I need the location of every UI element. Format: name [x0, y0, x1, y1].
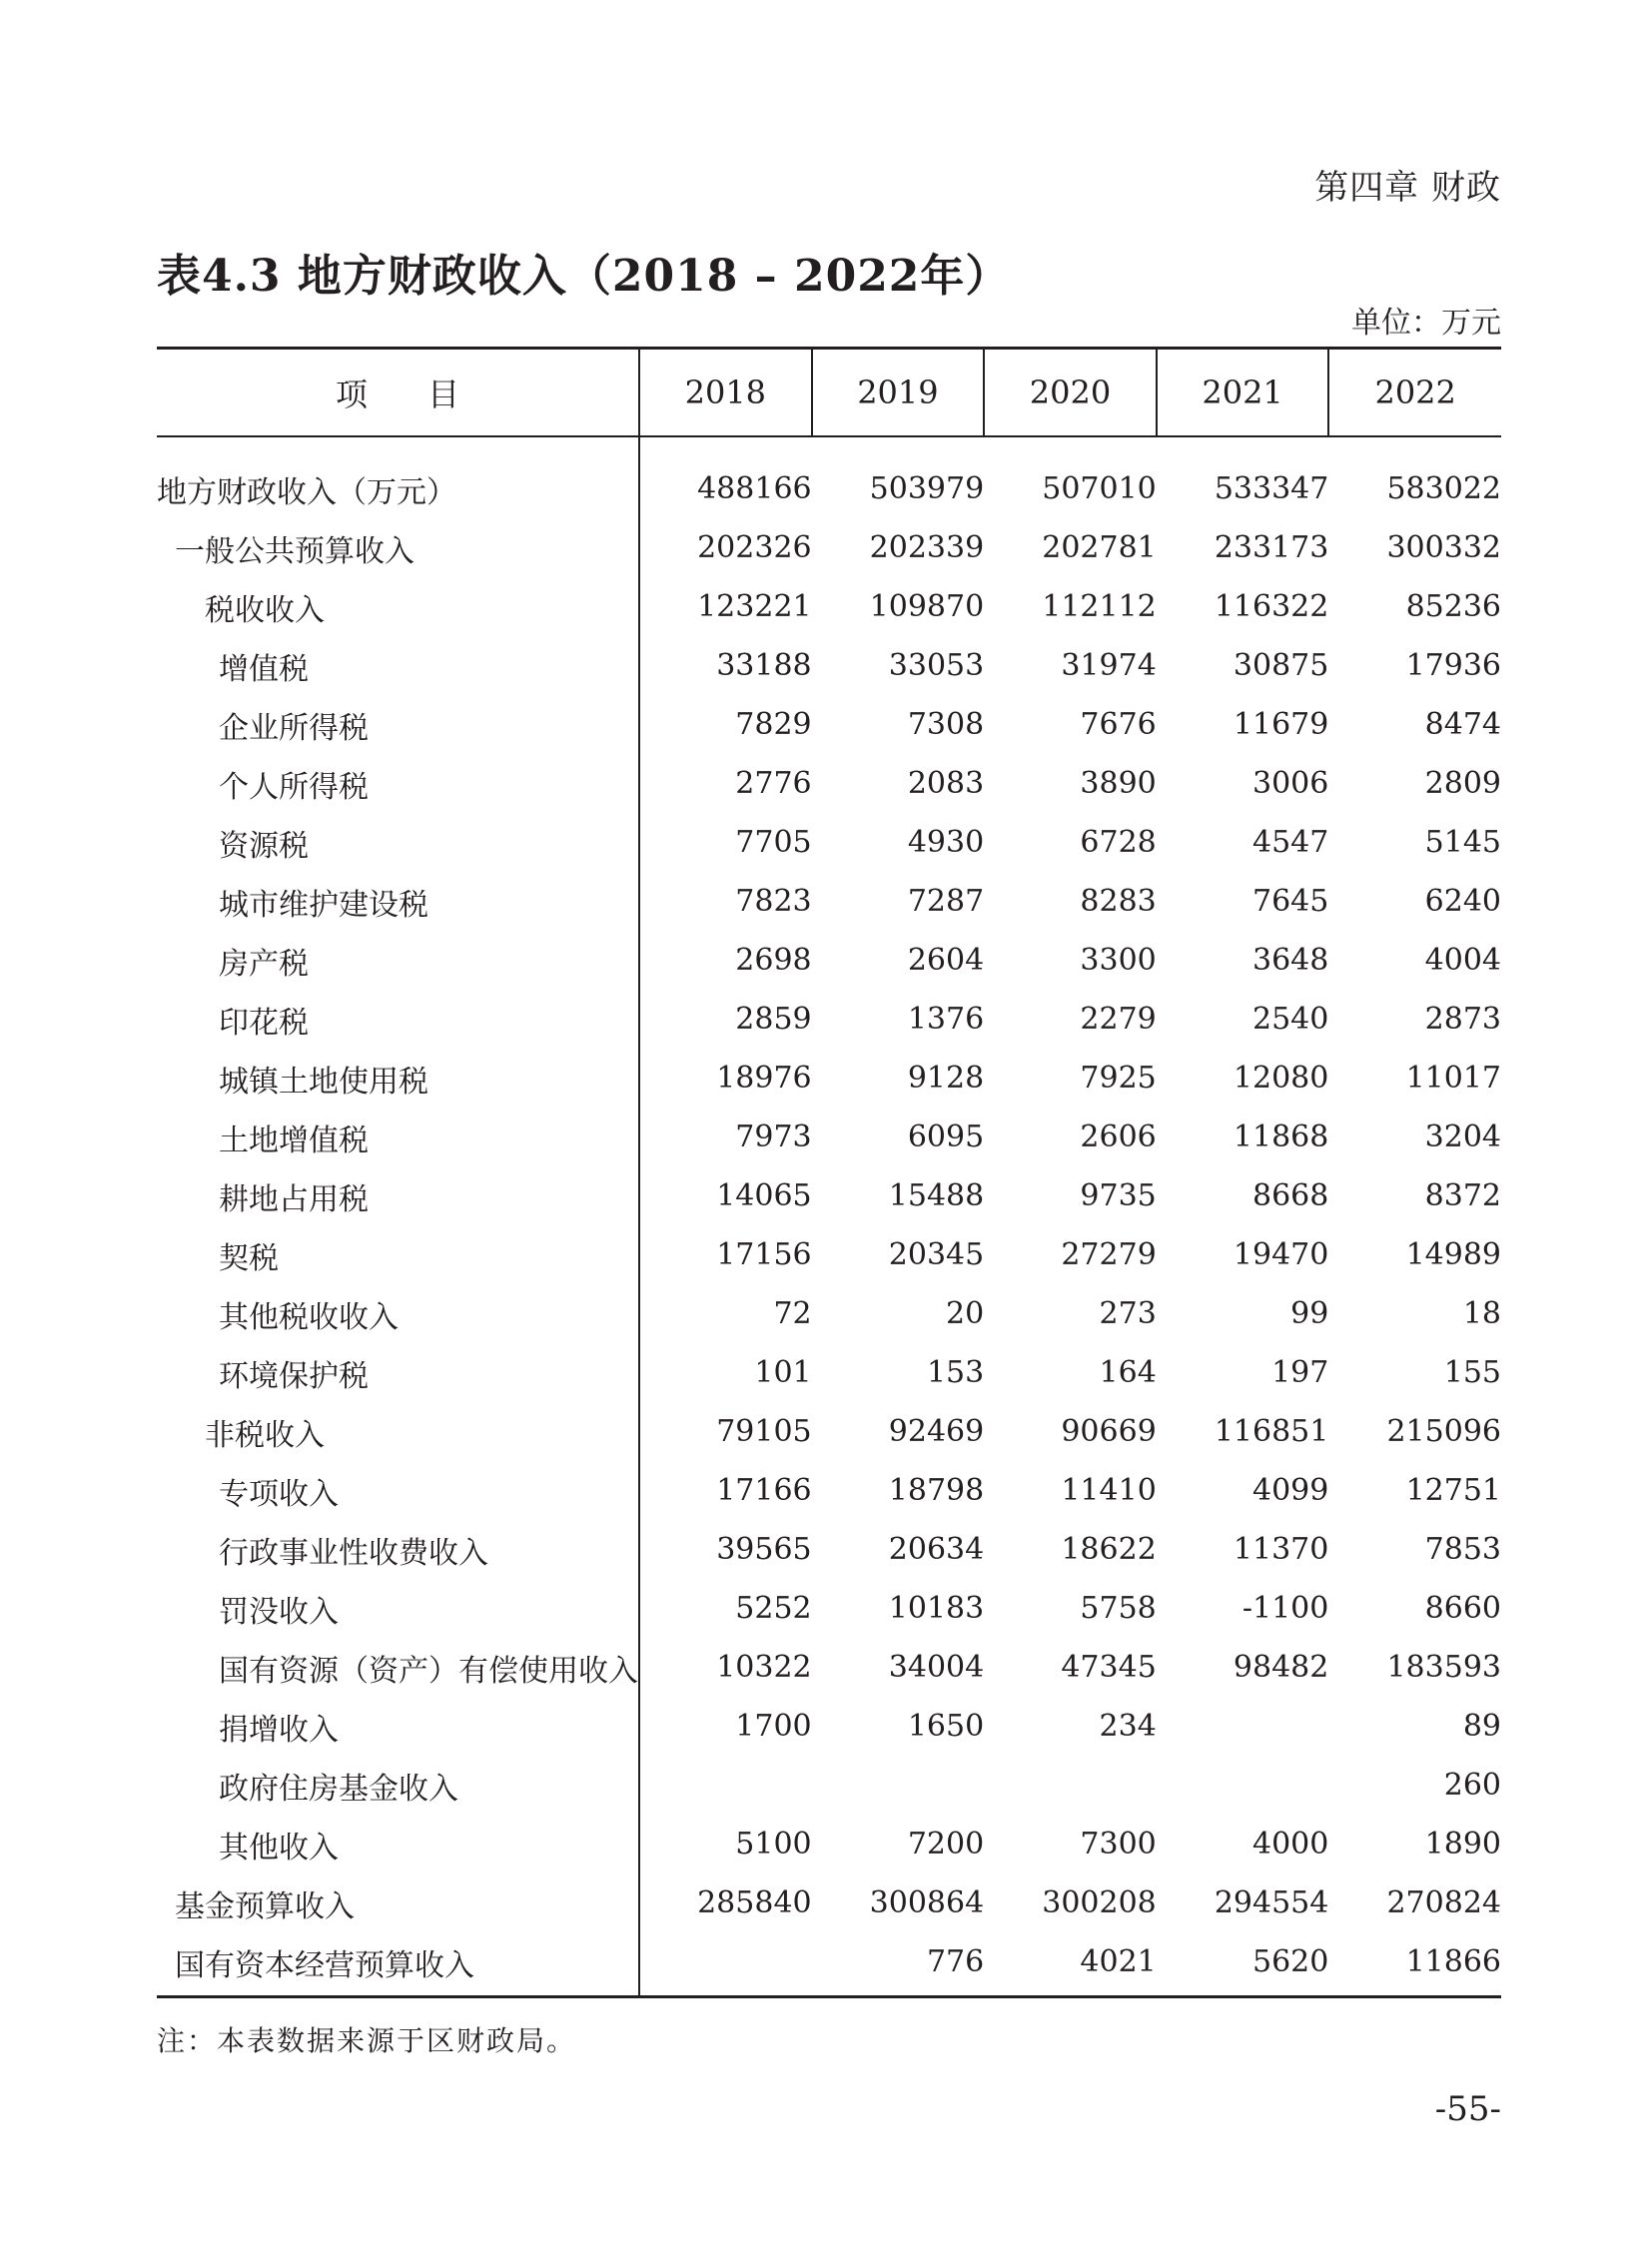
value-cell: 300864: [869, 1885, 985, 1920]
row-label: 企业所得税: [157, 695, 639, 754]
value-cell: 2606: [1080, 1120, 1157, 1154]
value-cell: 7829: [735, 707, 812, 742]
value-cell: 112112: [1042, 589, 1157, 624]
row-label: 环境保护税: [157, 1343, 639, 1402]
value-cell: 3204: [1424, 1120, 1501, 1154]
value-cell: 7200: [907, 1827, 985, 1862]
table-row: [157, 1108, 1501, 1166]
value-cell: 20345: [888, 1237, 985, 1272]
row-label: 捐增收入: [157, 1697, 639, 1756]
table-row: [157, 1520, 1501, 1579]
row-label: 基金预算收入: [157, 1873, 639, 1932]
value-cell: 197: [1271, 1355, 1329, 1390]
value-cell: 1890: [1424, 1827, 1501, 1862]
row-label: 其他收入: [157, 1815, 639, 1873]
value-cell: 2809: [1424, 766, 1501, 801]
value-cell: 18798: [888, 1473, 985, 1508]
value-cell: 7925: [1080, 1061, 1157, 1096]
table-row: [157, 577, 1501, 636]
value-cell: 5252: [735, 1591, 812, 1626]
value-cell: 89: [1462, 1709, 1501, 1744]
row-label: 其他税收收入: [157, 1284, 639, 1343]
value-cell: 4021: [1080, 1944, 1157, 1979]
value-cell: 72: [773, 1296, 812, 1331]
value-cell: [812, 1756, 985, 1815]
value-cell: 11017: [1405, 1061, 1501, 1096]
value-cell: 202326: [697, 530, 812, 565]
value-cell: 300208: [1042, 1885, 1157, 1920]
value-cell: 4099: [1252, 1473, 1329, 1508]
table-row: [157, 754, 1501, 813]
value-cell: 202339: [869, 530, 985, 565]
row-label: 地方财政收入（万元）: [157, 436, 639, 518]
row-label: 城镇土地使用税: [157, 1049, 639, 1108]
row-label: 资源税: [157, 813, 639, 872]
table-row: [157, 1284, 1501, 1343]
value-cell: 4547: [1252, 825, 1329, 860]
value-cell: 30875: [1233, 648, 1329, 683]
table-row: [157, 1402, 1501, 1461]
value-cell: 233173: [1214, 530, 1329, 565]
value-cell: 583022: [1386, 471, 1501, 506]
value-cell: 5620: [1252, 1944, 1329, 1979]
value-cell: 3890: [1080, 766, 1157, 801]
value-cell: 33188: [716, 648, 812, 683]
table-row: [157, 636, 1501, 695]
value-cell: 270824: [1386, 1885, 1501, 1920]
value-cell: 7853: [1424, 1532, 1501, 1567]
table-row: [157, 931, 1501, 990]
value-cell: 14989: [1405, 1237, 1501, 1272]
value-cell: 5145: [1424, 825, 1501, 860]
value-cell: 31974: [1061, 648, 1157, 683]
row-label: 政府住房基金收入: [157, 1756, 639, 1815]
table-row: [157, 872, 1501, 931]
row-label: 耕地占用税: [157, 1166, 639, 1225]
row-label: 专项收入: [157, 1461, 639, 1520]
value-cell: 85236: [1405, 589, 1501, 624]
value-cell: 17156: [716, 1237, 812, 1272]
value-cell: 8372: [1424, 1178, 1501, 1213]
value-cell: 27279: [1061, 1237, 1157, 1272]
value-cell: 123221: [697, 589, 812, 624]
chapter-header: 第四章 财政: [1314, 168, 1501, 208]
value-cell: 17166: [716, 1473, 812, 1508]
value-cell: 7308: [907, 707, 985, 742]
row-label: 非税收入: [157, 1402, 639, 1461]
value-cell: 300332: [1386, 530, 1501, 565]
value-cell: 12751: [1405, 1473, 1501, 1508]
value-cell: -1100: [1241, 1591, 1329, 1626]
value-cell: 8474: [1424, 707, 1501, 742]
value-cell: 533347: [1214, 471, 1329, 506]
table-row: [157, 990, 1501, 1049]
value-cell: 1376: [907, 1002, 985, 1037]
table-body: [157, 436, 1501, 1997]
value-cell: 116322: [1214, 589, 1329, 624]
year-column-header: 2019: [812, 349, 985, 437]
value-cell: 260: [1443, 1768, 1501, 1803]
row-label: 个人所得税: [157, 754, 639, 813]
value-cell: 10183: [888, 1591, 985, 1626]
value-cell: 2540: [1252, 1002, 1329, 1037]
value-cell: 15488: [888, 1178, 985, 1213]
value-cell: 6240: [1424, 884, 1501, 919]
value-cell: 47345: [1061, 1650, 1157, 1685]
value-cell: [1157, 1697, 1329, 1756]
value-cell: 8283: [1080, 884, 1157, 919]
table-row: [157, 1638, 1501, 1697]
value-cell: 90669: [1061, 1414, 1157, 1449]
item-column-header: 项目: [157, 349, 639, 437]
revenue-table: [157, 347, 1501, 1998]
value-cell: 98482: [1233, 1650, 1329, 1685]
value-cell: 9735: [1080, 1178, 1157, 1213]
value-cell: 7823: [735, 884, 812, 919]
value-cell: 2083: [907, 766, 985, 801]
value-cell: 2859: [735, 1002, 812, 1037]
value-cell: 92469: [888, 1414, 985, 1449]
value-cell: 101: [754, 1355, 812, 1390]
value-cell: 99: [1290, 1296, 1329, 1331]
value-cell: 11410: [1061, 1473, 1157, 1508]
value-cell: 2279: [1080, 1002, 1157, 1037]
table-title: 表4.3 地方财政收入（2018 – 2022年）: [157, 251, 1011, 302]
page-number: -55-: [1434, 2089, 1501, 2129]
value-cell: 5758: [1080, 1591, 1157, 1626]
value-cell: 155: [1443, 1355, 1501, 1390]
value-cell: 285840: [697, 1885, 812, 1920]
value-cell: 164: [1099, 1355, 1157, 1390]
unit-label: 单位：万元: [1351, 306, 1501, 341]
value-cell: 183593: [1386, 1650, 1501, 1685]
table-row: [157, 1225, 1501, 1284]
value-cell: 7676: [1080, 707, 1157, 742]
value-cell: 11370: [1233, 1532, 1329, 1567]
table-row: [157, 695, 1501, 754]
value-cell: 10322: [716, 1650, 812, 1685]
value-cell: [1157, 1756, 1329, 1815]
value-cell: [984, 1756, 1157, 1815]
value-cell: 273: [1099, 1296, 1157, 1331]
table-row: [157, 1343, 1501, 1402]
table-row: [157, 1756, 1501, 1815]
value-cell: 1700: [735, 1709, 812, 1744]
row-label: 契税: [157, 1225, 639, 1284]
value-cell: 4930: [907, 825, 985, 860]
value-cell: 2776: [735, 766, 812, 801]
row-label: 行政事业性收费收入: [157, 1520, 639, 1579]
row-label: 土地增值税: [157, 1108, 639, 1166]
value-cell: 34004: [888, 1650, 985, 1685]
value-cell: 14065: [716, 1178, 812, 1213]
table-row: [157, 1873, 1501, 1932]
table-row: [157, 436, 1501, 518]
value-cell: 776: [926, 1944, 985, 1979]
value-cell: 2873: [1424, 1002, 1501, 1037]
value-cell: 12080: [1233, 1061, 1329, 1096]
value-cell: 503979: [869, 471, 985, 506]
value-cell: 8660: [1424, 1591, 1501, 1626]
row-label: 房产税: [157, 931, 639, 990]
value-cell: 9128: [907, 1061, 985, 1096]
value-cell: 11866: [1405, 1944, 1501, 1979]
row-label: 税收收入: [157, 577, 639, 636]
value-cell: 507010: [1042, 471, 1157, 506]
value-cell: 5100: [735, 1827, 812, 1862]
table-header-row: [157, 349, 1501, 437]
value-cell: 234: [1099, 1709, 1157, 1744]
table-row: [157, 1815, 1501, 1873]
year-column-header: 2018: [639, 349, 812, 437]
row-label: 城市维护建设税: [157, 872, 639, 931]
value-cell: 7973: [735, 1120, 812, 1154]
value-cell: 33053: [888, 648, 985, 683]
value-cell: 109870: [869, 589, 985, 624]
value-cell: 8668: [1252, 1178, 1329, 1213]
value-cell: [639, 1756, 812, 1815]
value-cell: 153: [926, 1355, 985, 1390]
value-cell: [639, 1932, 812, 1997]
table-row: [157, 1579, 1501, 1638]
table-row: [157, 1932, 1501, 1997]
value-cell: 2604: [907, 943, 985, 978]
value-cell: 3300: [1080, 943, 1157, 978]
table-row: [157, 1697, 1501, 1756]
value-cell: 18976: [716, 1061, 812, 1096]
value-cell: 20634: [888, 1532, 985, 1567]
value-cell: 2698: [735, 943, 812, 978]
value-cell: 20: [946, 1296, 985, 1331]
source-note: 注：本表数据来源于区财政局。: [157, 2024, 577, 2057]
value-cell: 488166: [697, 471, 812, 506]
value-cell: 3648: [1252, 943, 1329, 978]
value-cell: 3006: [1252, 766, 1329, 801]
value-cell: 7705: [735, 825, 812, 860]
row-label: 增值税: [157, 636, 639, 695]
row-label: 国有资本经营预算收入: [157, 1932, 639, 1997]
row-label: 印花税: [157, 990, 639, 1049]
value-cell: 294554: [1214, 1885, 1329, 1920]
table-row: [157, 813, 1501, 872]
row-label: 一般公共预算收入: [157, 518, 639, 577]
year-column-header: 2020: [984, 349, 1157, 437]
value-cell: 11679: [1233, 707, 1329, 742]
year-column-header: 2022: [1328, 349, 1501, 437]
value-cell: 4000: [1252, 1827, 1329, 1862]
value-cell: 6095: [907, 1120, 985, 1154]
value-cell: 7287: [907, 884, 985, 919]
value-cell: 7300: [1080, 1827, 1157, 1862]
table-row: [157, 1461, 1501, 1520]
value-cell: 11868: [1233, 1120, 1329, 1154]
value-cell: 39565: [716, 1532, 812, 1567]
table-row: [157, 518, 1501, 577]
row-label: 罚没收入: [157, 1579, 639, 1638]
value-cell: 1650: [907, 1709, 985, 1744]
value-cell: 6728: [1080, 825, 1157, 860]
value-cell: 18: [1462, 1296, 1501, 1331]
table-row: [157, 1166, 1501, 1225]
value-cell: 18622: [1061, 1532, 1157, 1567]
value-cell: 202781: [1042, 530, 1157, 565]
row-label: 国有资源（资产）有偿使用收入: [157, 1638, 639, 1697]
value-cell: 215096: [1386, 1414, 1501, 1449]
value-cell: 7645: [1252, 884, 1329, 919]
value-cell: 17936: [1405, 648, 1501, 683]
value-cell: 79105: [716, 1414, 812, 1449]
value-cell: 116851: [1214, 1414, 1329, 1449]
value-cell: 4004: [1424, 943, 1501, 978]
table-row: [157, 1049, 1501, 1108]
year-column-header: 2021: [1157, 349, 1329, 437]
value-cell: 19470: [1233, 1237, 1329, 1272]
